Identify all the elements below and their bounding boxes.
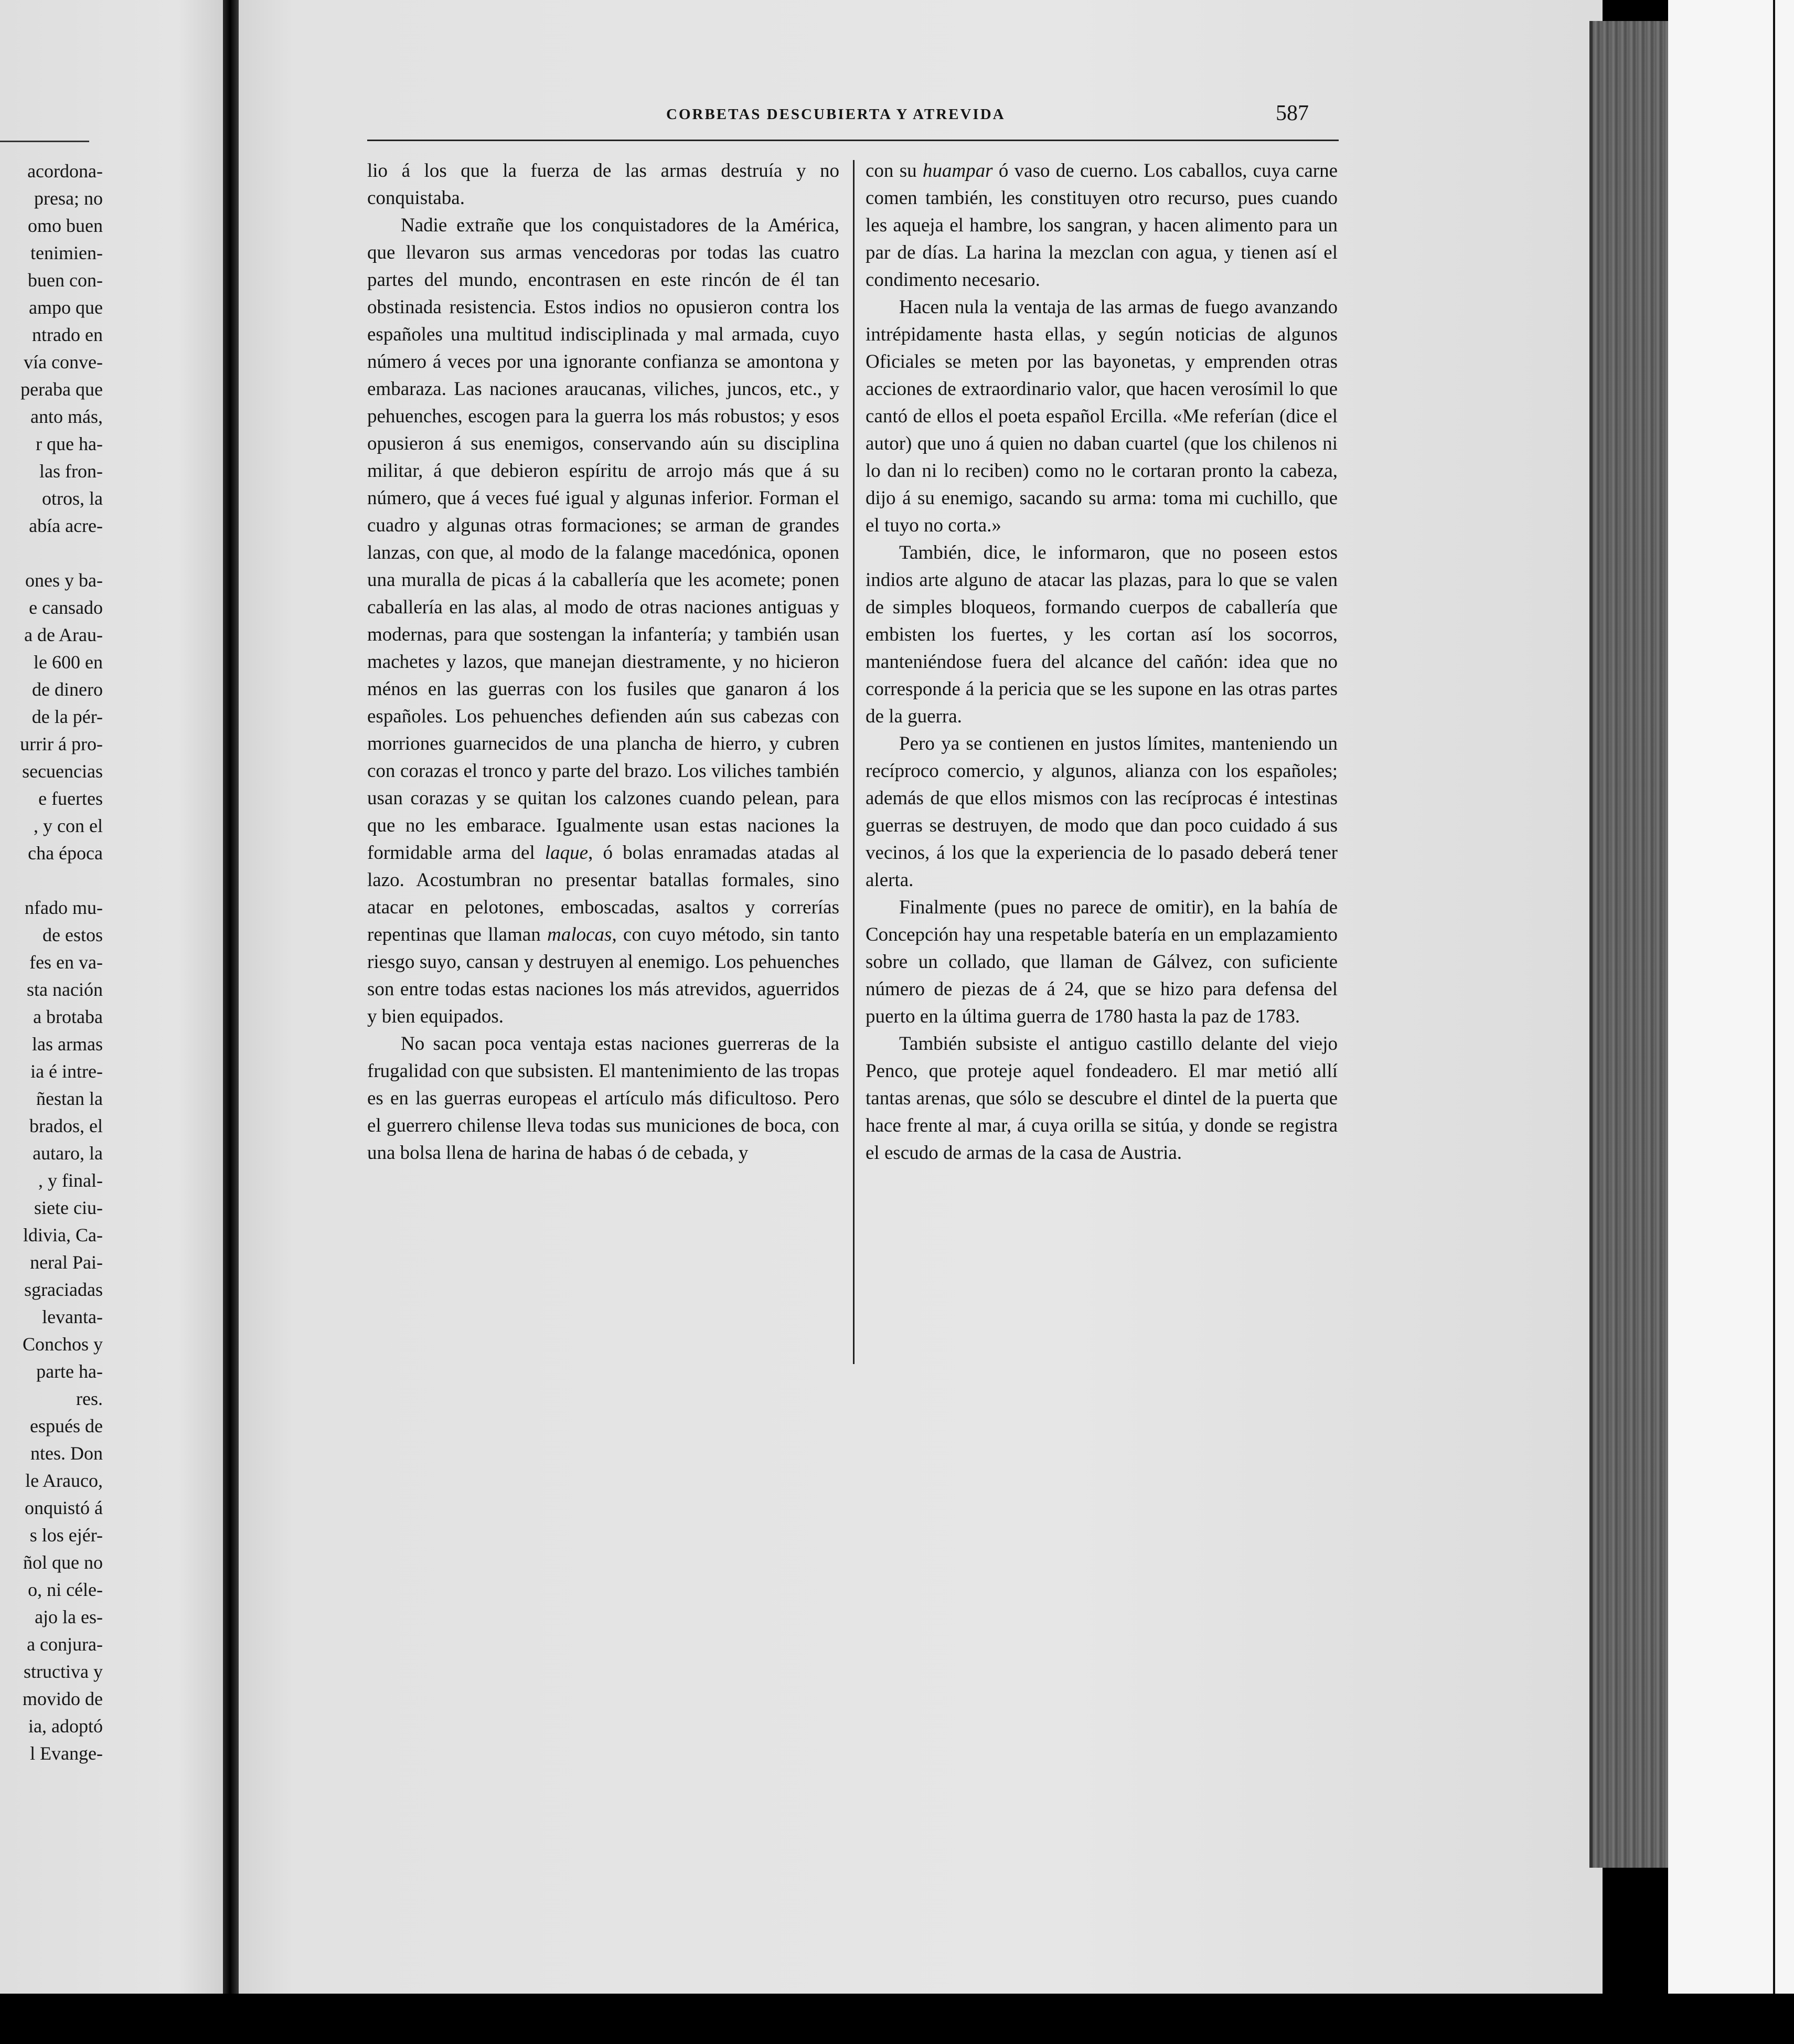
left-page bbox=[0, 0, 223, 2044]
left-page-line: ajo la es- bbox=[35, 1606, 103, 1627]
left-page-line: abía acre- bbox=[29, 515, 103, 536]
left-page-line: presa; no bbox=[34, 188, 103, 209]
left-page-line: le 600 en bbox=[34, 652, 103, 673]
scan-bottom-border bbox=[0, 1994, 1794, 2044]
left-page-line: s los ejér- bbox=[29, 1525, 103, 1546]
paragraph: También, dice, le informaron, que no poseen estos indios arte alguno de atacar las plazas, para lo que se valen de simples bloqueos, formando cuerpos de caballería que embisten los fuertes, y les cortan así los socorros, manteniéndose fuera del alcance del cañón: idea que no corresponde á la pericia que se les supone en las otras partes de la guerra. bbox=[866, 542, 1338, 727]
header-rule bbox=[367, 140, 1339, 141]
left-page-line: onquistó á bbox=[25, 1497, 103, 1518]
left-page-line: peraba que bbox=[20, 379, 103, 400]
paragraph: También subsiste el antiguo castillo delante del viejo Penco, que proteje aquel fondeadero. El mar metió allí tantas arenas, que sólo se descubre el dintel de la puerta que hace frente al mar, á cuya orilla se sitúa, y donde se registra el escudo de armas de la casa de Austria. bbox=[866, 1033, 1338, 1164]
left-page-line: o, ni céle- bbox=[28, 1579, 103, 1600]
running-title: CORBETAS DESCUBIERTA Y ATREVIDA bbox=[666, 106, 1006, 123]
left-page-line: e cansado bbox=[29, 597, 103, 618]
paragraph: Pero ya se contienen en justos límites, manteniendo un recíproco comercio, y algunos, alianza con los españoles; además de que ellos mismos con las recíprocas é intestinas guerras se destruyen, de modo que dan poco cuidado á sus vecinos, á los que la experiencia de lo pasado deberá tener alerta. bbox=[866, 733, 1338, 891]
left-page-line: otros, la bbox=[42, 488, 103, 509]
left-page-line: ones y ba- bbox=[25, 570, 103, 591]
left-page-line: cha época bbox=[28, 843, 103, 864]
left-page-line: brados, el bbox=[29, 1115, 103, 1136]
left-page-line: ñol que no bbox=[23, 1552, 103, 1573]
column-divider bbox=[853, 160, 855, 1364]
left-page-line: de dinero bbox=[32, 679, 103, 700]
left-page-line: anto más, bbox=[30, 406, 103, 427]
left-page-line: ldivia, Ca- bbox=[23, 1225, 103, 1245]
left-page-line: ia é intre- bbox=[30, 1061, 103, 1082]
left-page-line bbox=[0, 867, 103, 894]
left-page-line: nfado mu- bbox=[25, 897, 103, 918]
body-column-left bbox=[367, 157, 839, 1167]
left-page-line: res. bbox=[76, 1388, 103, 1409]
left-page-line: omo buen bbox=[28, 215, 103, 236]
left-page-line: ntes. Don bbox=[30, 1443, 103, 1464]
left-page-line: a de Arau- bbox=[24, 624, 103, 645]
left-page-line: secuencias bbox=[22, 761, 103, 782]
left-page-text-fragments bbox=[0, 157, 103, 1767]
left-page-line: fes en va- bbox=[29, 952, 103, 973]
left-page-line: , y final- bbox=[38, 1170, 103, 1191]
left-page-line: structiva y bbox=[24, 1661, 103, 1682]
left-page-line: buen con- bbox=[28, 270, 103, 291]
scan-margin bbox=[1668, 0, 1794, 2044]
book-gutter bbox=[223, 0, 239, 2044]
paragraph: Finalmente (pues no parece de omitir), en la bahía de Concepción hay una respetable batería en un emplazamiento sobre un collado, que llaman de Gálvez, con suficiente número de piezas de á 24, que se hizo para defensa del puerto en la última guerra de 1780 hasta la paz de 1783. bbox=[866, 897, 1338, 1027]
left-page-line bbox=[0, 539, 103, 567]
left-page-line: vía conve- bbox=[24, 352, 103, 372]
paragraph: con su huampar ó vaso de cuerno. Los caballos, cuya carne comen también, les constituyen otro recurso, pues cuando les aqueja el hambre, los sangran, y hacen alimento para un par de días. La harina la mezclan con agua, y tienen así el condimento necesario. bbox=[866, 160, 1338, 291]
page-number: 587 bbox=[1276, 101, 1309, 125]
left-page-line: le Arauco, bbox=[25, 1470, 103, 1491]
left-page-line: a brotaba bbox=[33, 1006, 103, 1027]
body-column-right bbox=[866, 157, 1338, 1167]
paragraph: Nadie extrañe que los conquistadores de la América, que llevaron sus armas vencedoras por todas las cuatro partes del mundo, encontrasen en este rincón de él tan obstinada resistencia. Estos indios no opusieron contra los españoles una multitud indisciplinada y mal armada, cuyo número á veces por una ignorante confianza se amontona y embaraza. Las naciones araucanas, viliches, juncos, etc., y pehuenches, escogen para la guerra los más robustos; y esos opusieron á sus enemigos, conservando aún su disciplina militar, á que debieron espíritu de arrojo más que á su número, que á veces fué igual y algunas inferior. Forman el cuadro y algunas otras formaciones; se arman de grandes lanzas, con que, al modo de la falange macedónica, oponen una muralla de picas á la caballería que les acomete; ponen caballería en las alas, al modo de otras naciones antiguas y modernas, para que sostengan la infantería; y también usan machetes y lazos, que manejan diestramente, y no hicieron ménos en las guerras con los fusiles que ganaron á los españoles. Los pehuenches defienden aún sus cabezas con morriones guarnecidos de una plancha de hierro, y cubren con corazas el tronco y parte del brazo. Los viliches también usan corazas y se quitan los calzones cuando pelean, para que no les embarace. Igualmente usan estas naciones la formidable arma del laque, ó bolas enramadas atadas al lazo. Acostumbran no presentar batallas formales, sino atacar en pelotones, emboscadas, asaltos y correrías repentinas que llaman malocas, con cuyo método, sin tanto riesgo suyo, cansan y destruyen al enemigo. Los pehuenches son entre todas estas naciones los más atrevidos, aguerridos y bien equipados. bbox=[367, 215, 839, 1027]
paragraph: No sacan poca ventaja estas naciones guerreras de la frugalidad con que subsisten. El mantenimiento de las tropas es en las guerras europeas el artículo más dificultoso. Pero el guerrero chilense lleva todas sus municiones de boca, con una bolsa llena de harina de habas ó de cebada, y bbox=[367, 1033, 839, 1164]
left-page-line: acordona- bbox=[27, 161, 103, 182]
left-page-line: movido de bbox=[23, 1688, 103, 1709]
scan-border-line bbox=[1773, 0, 1775, 2044]
paragraph: Hacen nula la ventaja de las armas de fuego avanzando intrépidamente hasta ellas, y según noticias de algunos Oficiales se meten por las bayonetas, y emprenden otras acciones de extraordinario valor, que hacen verosímil lo que cantó de ellos el poeta español Ercilla. «Me referían (dice el autor) que uno á quien no daban cuartel (que los chilenos ni lo dan ni lo reciben) como no le cortaran pronto la cabeza, dijo á su enemigo, sacando su arma: toma mi cuchillo, que el tuyo no corta.» bbox=[866, 296, 1338, 536]
left-page-line: sgraciadas bbox=[24, 1279, 103, 1300]
left-page-line: l Evange- bbox=[30, 1743, 103, 1764]
left-page-line: ñestan la bbox=[36, 1088, 103, 1109]
left-page-line: las fron- bbox=[39, 461, 103, 482]
paragraph: lio á los que la fuerza de las armas destruía y no conquistaba. bbox=[367, 160, 839, 209]
left-page-line: ia, adoptó bbox=[28, 1716, 103, 1737]
left-page-line: ntrado en bbox=[32, 324, 103, 345]
left-page-line: autaro, la bbox=[33, 1143, 103, 1164]
left-page-line: neral Pai- bbox=[30, 1252, 103, 1273]
left-page-line: de la pér- bbox=[31, 706, 103, 727]
left-page-header-rule bbox=[0, 141, 89, 142]
left-page-line: espués de bbox=[30, 1415, 103, 1436]
left-page-line: las armas bbox=[32, 1034, 103, 1055]
left-page-line: tenimien- bbox=[30, 242, 103, 263]
page-edges bbox=[1589, 21, 1671, 1868]
left-page-line: urrir á pro- bbox=[20, 733, 103, 754]
left-page-line: e fuertes bbox=[38, 788, 103, 809]
left-page-line: parte ha- bbox=[36, 1361, 103, 1382]
left-page-line: siete ciu- bbox=[34, 1197, 103, 1218]
left-page-line: Conchos y bbox=[23, 1334, 103, 1355]
left-page-line: sta nación bbox=[27, 979, 103, 1000]
left-page-line: levanta- bbox=[42, 1306, 103, 1327]
left-page-line: de estos bbox=[42, 924, 103, 945]
left-page-line: , y con el bbox=[34, 815, 103, 836]
left-page-line: r que ha- bbox=[36, 433, 103, 454]
left-page-line: ampo que bbox=[29, 297, 103, 318]
left-page-line: a conjura- bbox=[27, 1634, 103, 1655]
